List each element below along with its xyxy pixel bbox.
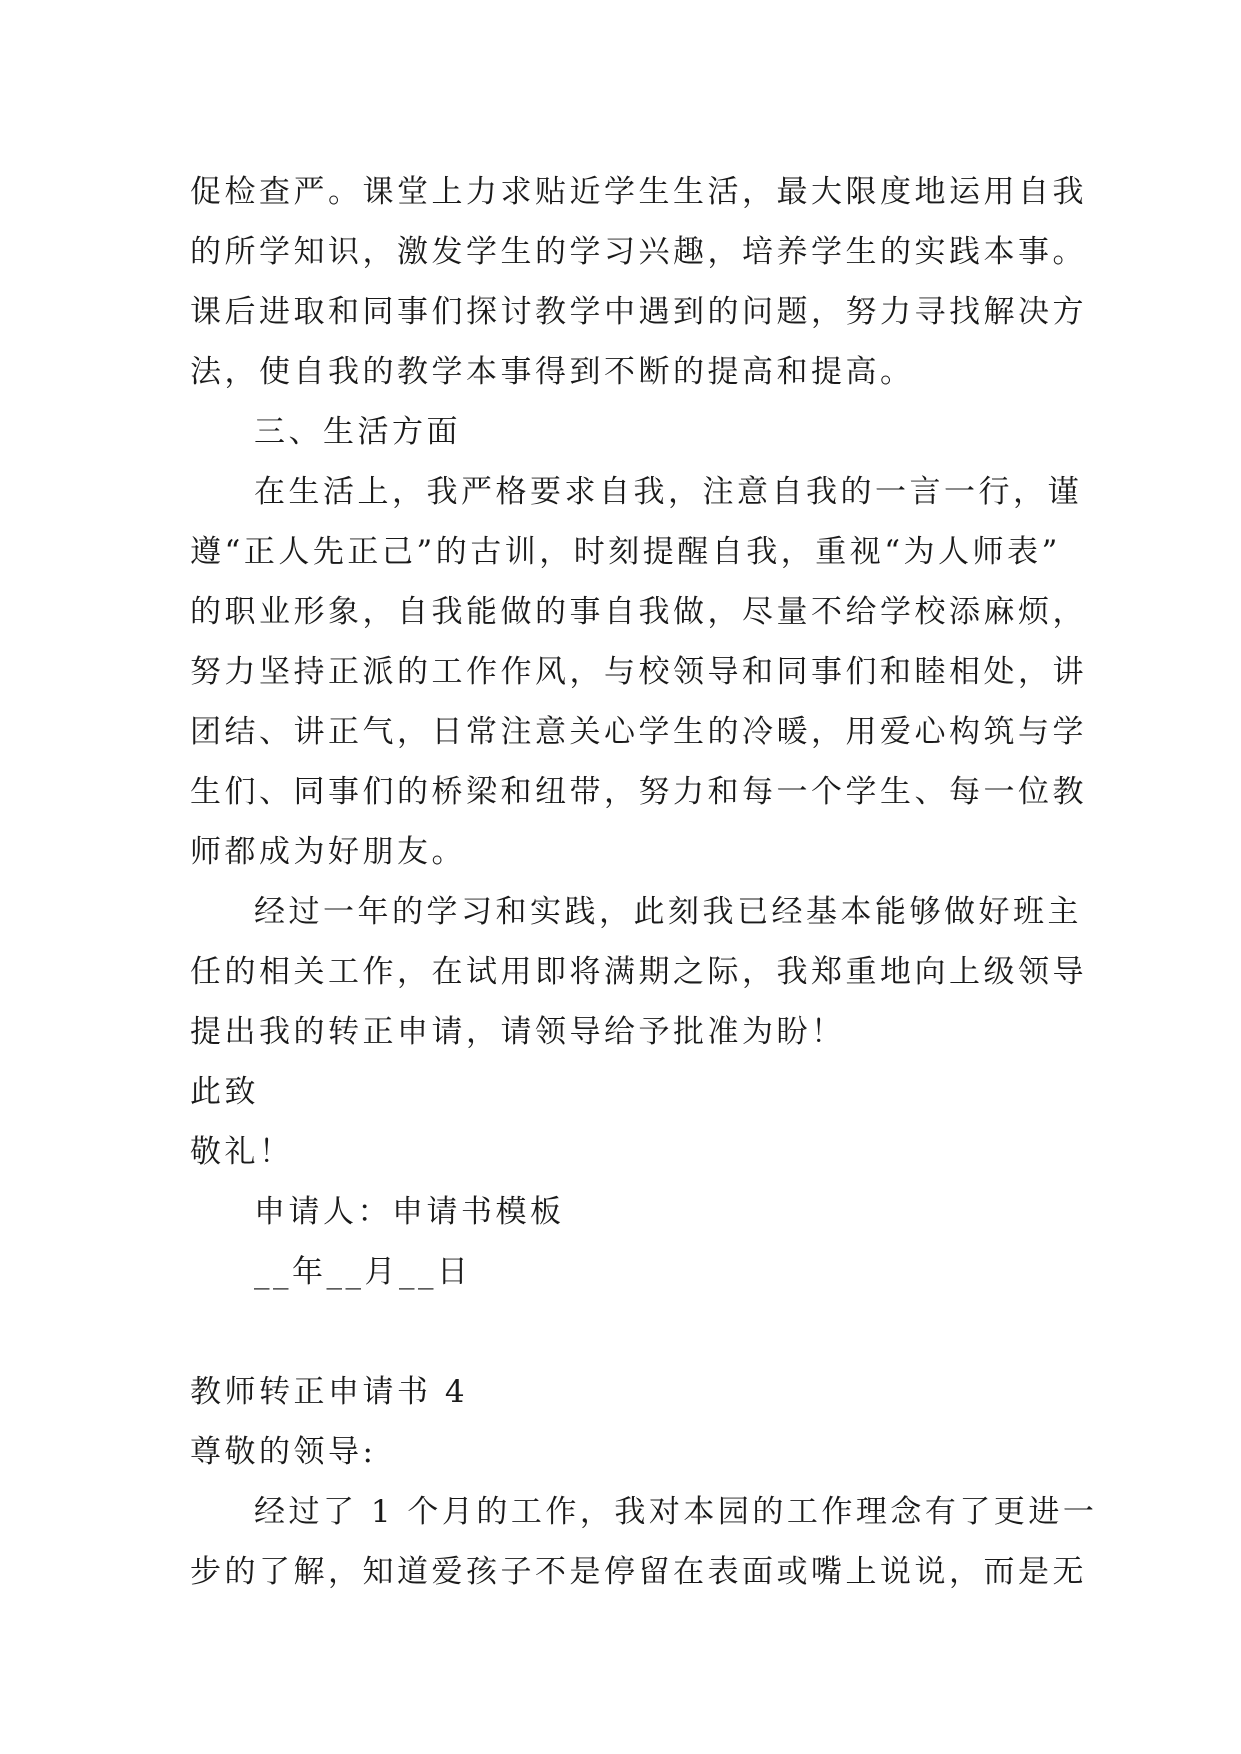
paragraph-line: 提出我的转正申请，请领导给予批准为盼！ — [190, 1014, 846, 1050]
paragraph-line: 生们、同事们的桥梁和纽带，努力和每一个学生、每一位教 — [190, 774, 1087, 810]
paragraph-line: 师都成为好朋友。 — [190, 834, 466, 870]
blank-line — [190, 1302, 1070, 1362]
salutation-line: 敬礼！ — [190, 1134, 294, 1170]
paragraph-line: 遵“正人先正己”的古训，时刻提醒自我，重视“为人师表” — [190, 534, 1061, 570]
document-title: 教师转正申请书 4 — [190, 1374, 469, 1410]
paragraph-line: 法，使自我的教学本事得到不断的提高和提高。 — [190, 354, 915, 390]
paragraph-line: 任的相关工作，在试用即将满期之际，我郑重地向上级领导 — [190, 954, 1087, 990]
document-body — [190, 162, 1098, 1602]
closing-line: 此致 — [190, 1074, 259, 1110]
paragraph-line: 的职业形象，自我能做的事自我做，尽量不给学校添麻烦， — [190, 594, 1087, 630]
paragraph-line: 经过了 1 个月的工作，我对本园的工作理念有了更进一 — [254, 1494, 1098, 1530]
paragraph-line: 课后进取和同事们探讨教学中遇到的问题，努力寻找解决方 — [190, 294, 1087, 330]
date-line: __年__月__日 — [254, 1254, 472, 1290]
applicant-line: 申请人：申请书模板 — [254, 1194, 565, 1230]
paragraph-line: 努力坚持正派的工作作风，与校领导和同事们和睦相处，讲 — [190, 654, 1087, 690]
paragraph-line: 在生活上，我严格要求自我，注意自我的一言一行，谨 — [254, 474, 1082, 510]
paragraph-line: 促检查严。课堂上力求贴近学生生活，最大限度地运用自我 — [190, 174, 1087, 210]
section-heading: 三、生活方面 — [254, 414, 461, 450]
paragraph-line: 步的了解，知道爱孩子不是停留在表面或嘴上说说，而是无 — [190, 1554, 1087, 1590]
greeting-line: 尊敬的领导: — [190, 1434, 377, 1470]
paragraph-line: 经过一年的学习和实践，此刻我已经基本能够做好班主 — [254, 894, 1082, 930]
paragraph-line: 团结、讲正气，日常注意关心学生的冷暖，用爱心构筑与学 — [190, 714, 1087, 750]
paragraph-line: 的所学知识，激发学生的学习兴趣，培养学生的实践本事。 — [190, 234, 1087, 270]
